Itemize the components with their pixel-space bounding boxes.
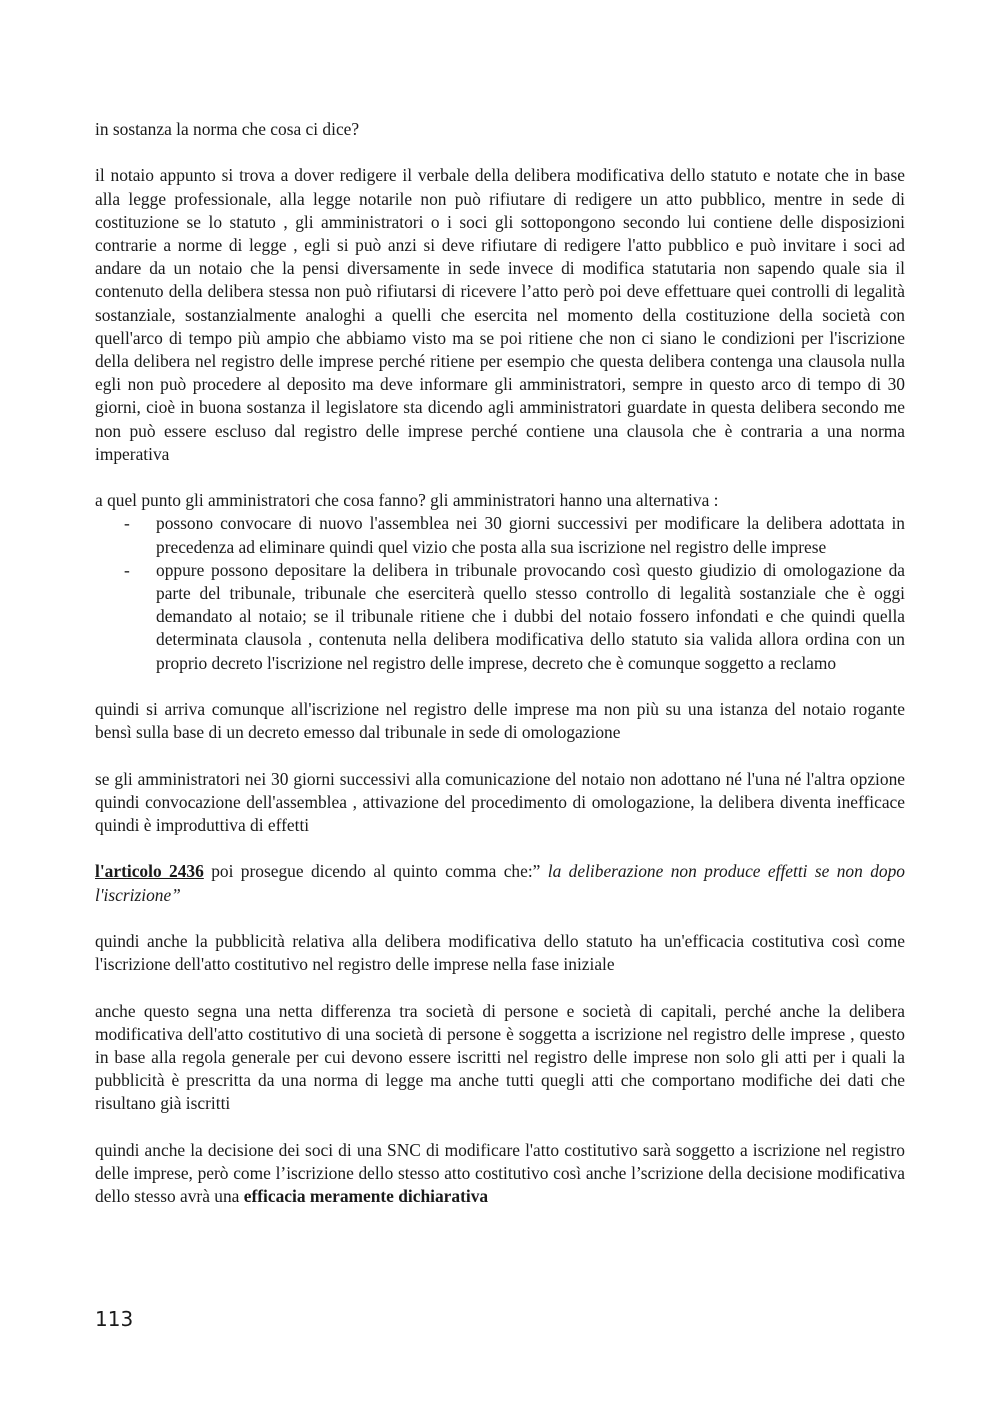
paragraph-difference: anche questo segna una netta differenza tra società di persone e società di capitali, perché anche la delibera modificativa dell'atto costitutivo di una società di persone è soggetta a iscrizione nel registro delle imprese , questo in base alla regola generale per cui devono essere iscritti nel registro delle imprese non solo gli atti per i quali la pubblicità è prescritta da una norma di legge ma anche tutti quegli atti che comportano modifiche dei dati che risultano già iscritti — [95, 1000, 905, 1114]
paragraph-article — [95, 860, 905, 906]
article-quote: la deliberazione non produce effetti se non dopo l'iscrizione” — [95, 861, 905, 905]
paragraph-alternative: a quel punto gli amministratori che cosa fanno? gli amministratori hanno una alternativa : — [95, 490, 719, 511]
paragraph-registration: quindi si arriva comunque all'iscrizione nel registro delle imprese ma non più su una istanza del notaio rogante bensì sulla base di un decreto emesso dal tribunale in sede di omologazione — [95, 699, 905, 743]
snc-text: quindi anche la decisione dei soci di una SNC di modificare l'atto costitutivo sarà soggetto a iscrizione nel registro delle imprese, però come l’iscrizione dello stesso atto costitutivo così anche l’scrizione della decisione modificativa dello stesso avrà una — [95, 1139, 905, 1207]
list-dash: - — [124, 513, 130, 534]
article-text: poi prosegue dicendo al quinto comma che:” — [203, 861, 548, 882]
paragraph-question: in sostanza la norma che cosa ci dice? — [95, 119, 360, 139]
list-item-text: oppure possono depositare la delibera in tribunale provocando così questo giudizio di omologazione da parte del tribunale, tribunale che eserciterà quello stesso controllo di legalità sostanziale che è oggi demandato al notaio; se il tribunale ritiene che i dubbi del notaio fossero infondati e che quindi quella determinata clausola , contenuta nella delibera modificativa dello statuto sia valida allora ordina con un proprio decreto l'iscrizione nel registro delle imprese, decreto che è comunque soggetto a reclamo — [156, 559, 905, 673]
list-item — [95, 559, 905, 675]
paragraph-snc — [95, 1139, 905, 1209]
list-item-text: possono convocare di nuovo l'assemblea nei 30 giorni successivi per modificare la delibera adottata in precedenza ad eliminare quindi quel vizio che posta alla sua iscrizione nel registro delle imprese — [156, 513, 905, 557]
page-body — [95, 118, 905, 1232]
paragraph-constitutive-effect: quindi anche la pubblicità relativa alla delibera modificativa dello statuto ha un'efficacia costitutiva così come l'iscrizione dell'atto costitutivo nel registro delle imprese nella fase iniziale — [95, 931, 905, 975]
list-item — [95, 512, 905, 558]
snc-emphasis: efficacia meramente dichiarativa — [243, 1186, 489, 1207]
paragraph-notary-duties: il notaio appunto si trova a dover redigere il verbale della delibera modificativa dello statuto e notate che in base alla legge professionale, alla legge notarile non può rifiutare di redigere un atto pubblico, mentre in sede di costituzione se lo statuto , gli amministratori o i soci gli sottopongono secondo lui contiene delle disposizioni contrarie a norme di legge , egli si può anzi si deve rifiutare di redigere l'atto pubblico e può invitare i soci ad andare da un notaio che la pensi diversamente in sede invece di modifica statutaria non sapendo quale sia il contenuto della delibera stessa non può rifiutarsi di ricevere l’atto però poi deve effettuare quei controlli di legalità sostanziale, sostanzialmente analoghi a quelli che esercita nel momento della costituzione della società con quell'arco di tempo più ampio che abbiamo visto ma se poi ritiene che non ci siano le condizioni per l'iscrizione della delibera nel registro delle imprese perché ritiene per esempio che questa delibera contenga una clausola nulla egli non può procedere al deposito ma deve informare gli amministratori, sempre in questo arco di tempo di 30 giorni, cioè in buona sostanza il legislatore sta dicendo agli amministratori guardate in questa delibera secondo me non può essere escluso dal registro delle imprese perché contiene una clausola che è contraria a una norma imperativa — [95, 165, 905, 464]
page-number: 113 — [95, 1307, 134, 1331]
list-dash: - — [124, 559, 130, 580]
article-reference: l'articolo 2436 — [95, 861, 204, 882]
paragraph-inefficacy: se gli amministratori nei 30 giorni successivi alla comunicazione del notaio non adottano né l'una né l'altra opzione quindi convocazione dell'assemblea , attivazione del procedimento di omologazione, la delibera diventa inefficace quindi è improduttiva di effetti — [95, 768, 905, 836]
options-list — [95, 512, 905, 674]
